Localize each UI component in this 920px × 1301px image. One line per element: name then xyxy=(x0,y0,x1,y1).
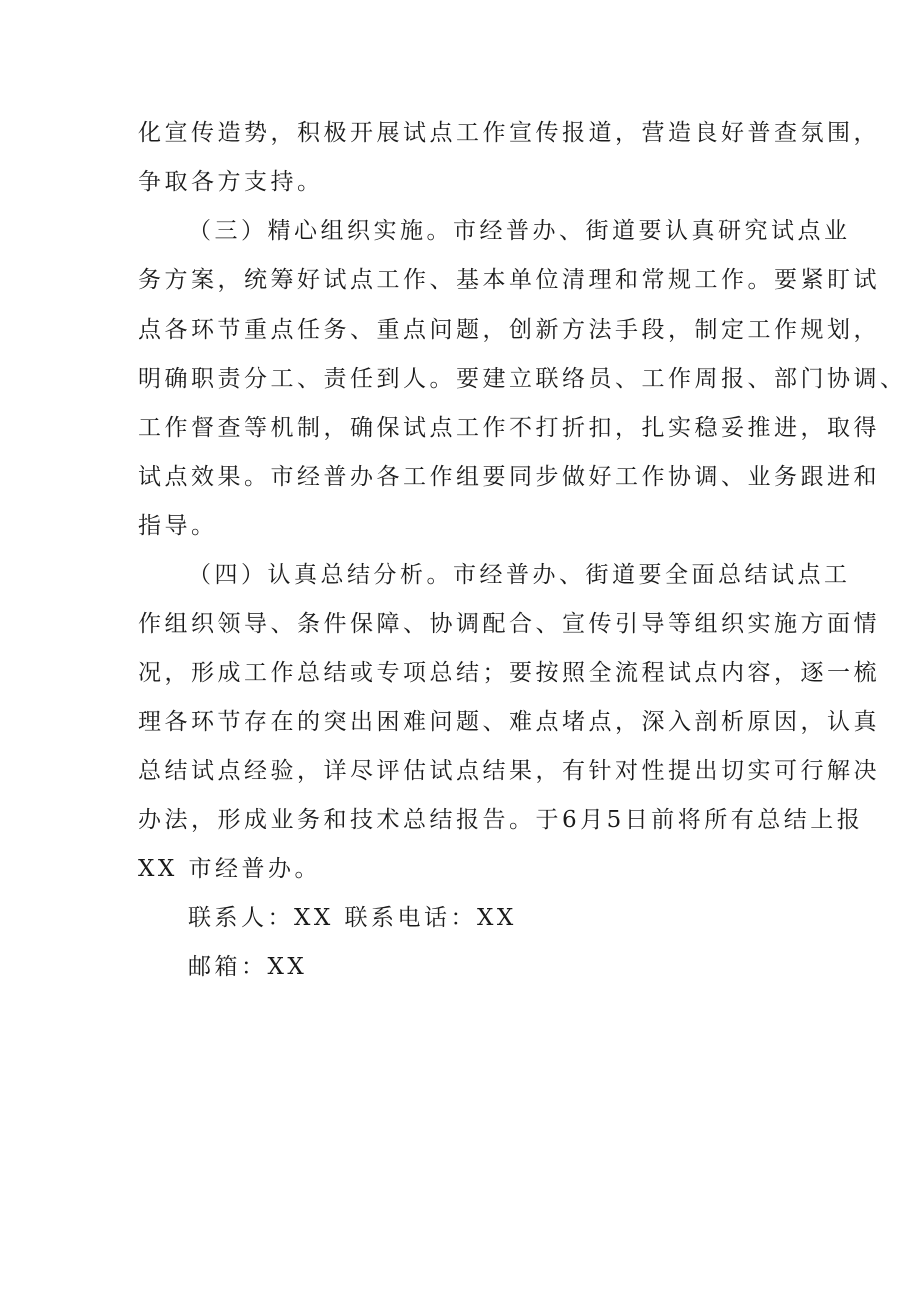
paragraph-2-line-2: 争取各方支持。 xyxy=(138,169,324,195)
section-4-line-4: 理各环节存在的突出困难问题、难点堵点，深入剖析原因，认真 xyxy=(138,709,880,735)
email-line: 邮箱：XX xyxy=(188,954,308,980)
section-4-line-5: 总结试点经验，详尽评估试点结果，有针对性提出切实可行解决 xyxy=(138,758,880,784)
section-3-line-5: 工作督查等机制，确保试点工作不打折扣，扎实稳妥推进，取得 xyxy=(138,415,880,441)
section-3-line-6: 试点效果。市经普办各工作组要同步做好工作协调、业务跟进和 xyxy=(138,464,880,490)
section-4-line-7: XX 市经普办。 xyxy=(138,856,322,882)
section-3-line-3: 点各环节重点任务、重点问题，创新方法手段，制定工作规划， xyxy=(138,317,880,343)
section-3-heading-line: （三）精心组织实施。市经普办、街道要认真研究试点业 xyxy=(188,218,851,244)
section-4-line-6: 办法，形成业务和技术总结报告。于6月5日前将所有总结上报 xyxy=(138,807,864,833)
section-3-line-4: 明确职责分工、责任到人。要建立联络员、工作周报、部门协调、 xyxy=(138,366,907,392)
section-3-line-2: 务方案，统筹好试点工作、基本单位清理和常规工作。要紧盯试 xyxy=(138,267,880,293)
section-4-line-3: 况，形成工作总结或专项总结；要按照全流程试点内容，逐一梳 xyxy=(138,660,880,686)
contact-line: 联系人：XX 联系电话：XX xyxy=(188,905,517,931)
paragraph-2-line-1: 化宣传造势，积极开展试点工作宣传报道，营造良好普查氛围， xyxy=(138,120,880,146)
section-3-line-7: 指导。 xyxy=(138,513,218,539)
section-4-heading-line: （四）认真总结分析。市经普办、街道要全面总结试点工 xyxy=(188,562,851,588)
section-4-line-2: 作组织领导、条件保障、协调配合、宣传引导等组织实施方面情 xyxy=(138,611,880,637)
